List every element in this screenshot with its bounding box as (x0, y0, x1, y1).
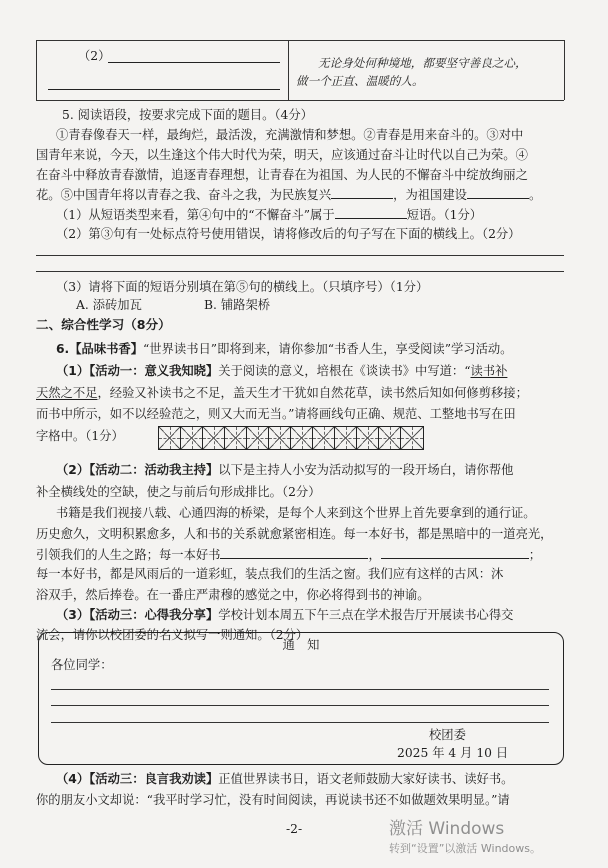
question-5-2: （2）第③句有一处标点符号使用错误，请将修改后的句子写在下面的横线上。（2分） (56, 227, 521, 241)
passage-line: 在奋斗中释放青春激情，追逐青春理想，让青春在为祖国、为人民的不懈奋斗中绽放绚丽之 (36, 168, 528, 182)
page-number: -2- (286, 822, 303, 836)
speech-line: 浴双手，然后捧卷。在一番庄严肃穆的感觉之中，你必将得到书的神谕。 (36, 588, 430, 602)
activity-1-text: 天然之不足，经验又补读书之不足，盖天生才干犹如自然花草，读书然后知如何修剪移接； (36, 386, 528, 400)
grid-cell[interactable] (291, 427, 313, 449)
option-a: A. 添砖加瓦 (76, 298, 142, 312)
notice-line[interactable] (51, 705, 549, 706)
activity-1-text: 字格中。（1分） (36, 429, 124, 443)
notice-line[interactable] (51, 689, 549, 690)
answer-blank[interactable] (108, 50, 280, 63)
grid-cell[interactable] (401, 427, 423, 449)
speech-line: 每一本好书，都是风雨后的一道彩虹，装点我们的生活之窗。我们应有这样的古风：沐 (36, 567, 504, 581)
activity-4: （4）【活动三：良言我劝读】正值世界读书日，语文老师鼓励大家好读书、读好书。 (56, 772, 514, 786)
table-row-label: （2） (78, 49, 111, 63)
activity-1: （1）【活动一：意义我知晓】关于阅读的意义，培根在《谈读书》中写道：“读书补 (56, 364, 508, 378)
speech-blank[interactable] (220, 546, 368, 559)
activity-3: （3）【活动三：心得我分享】学校计划本周五下午三点在学术报告厅开展读书心得交 (56, 608, 514, 622)
activity-2: （2）【活动二：活动我主持】以下是主持人小安为活动拟写的一段开场白，请你帮他 (56, 463, 514, 477)
sample-answer-line: 无论身处何种境地，都要坚守善良之心， (318, 56, 527, 70)
grid-cell[interactable] (269, 427, 291, 449)
grid-cell[interactable] (357, 427, 379, 449)
grid-cell[interactable] (225, 427, 247, 449)
activity-2-text: 补全横线处的空缺，使之与前后句形成排比。（2分） (36, 485, 321, 499)
passage-blank[interactable] (467, 186, 529, 199)
speech-line: 历史愈久，文明积累愈多，人和书的关系就愈紧密相连。每一本好书，都是黑暗中的一道亮光， (36, 527, 553, 541)
question-5-3: （3）请将下面的短语分别填在第⑤句的横线上。（只填序号）（1分） (56, 280, 429, 294)
notice-greeting: 各位同学： (51, 658, 113, 672)
notice-box (38, 632, 564, 765)
watermark-subtitle: 转到“设置”以激活 Windows。 (389, 842, 541, 855)
activity-4-text: 你的朋友小文却说：“我平时学习忙，没有时间阅读，再说读书还不如做题效果明显。”请 (36, 793, 510, 807)
grid-cell[interactable] (313, 427, 335, 449)
passage-line: 花。⑤中国青年将以青春之我、奋斗之我，为民族复兴 ，为祖国建设 。 (36, 188, 542, 202)
passage-line: 国青年来说，今天，以生逢这个伟大时代为荣，明天，应该通过奋斗让时代以自己为荣。④ (36, 148, 528, 162)
tianzige-grid[interactable] (158, 426, 424, 450)
activity-3-text: 流会，请你以校团委的名义拟写一则通知。（2分） (36, 628, 309, 642)
speech-line: 引领我们的人生之路；每一本好书 ， ； (36, 548, 542, 562)
passage-blank[interactable] (331, 186, 393, 199)
answer-blank[interactable] (48, 77, 280, 90)
speech-blank[interactable] (381, 546, 529, 559)
grid-cell[interactable] (181, 427, 203, 449)
activity-1-text: 而书中所示，如不以经验范之，则又大而无当。”请将画线句正确、规范、工整地书写在田 (36, 407, 516, 421)
question-5-1: （1）从短语类型来看，第④句中的“不懈奋斗”属于 短语。（1分） (56, 208, 483, 222)
answer-line[interactable] (36, 271, 564, 272)
question-6-intro: 6.【品味书香】“世界读书日”即将到来，请你参加“书香人生，享受阅读”学习活动。 (56, 342, 513, 356)
answer-line[interactable] (36, 255, 564, 256)
notice-signer: 校团委 (429, 728, 466, 742)
notice-date: 2025 年 4 月 10 日 (397, 746, 509, 760)
notice-title: 通 知 (282, 638, 320, 652)
section-heading: 二、综合性学习（8分） (36, 317, 171, 332)
grid-cell[interactable] (379, 427, 401, 449)
speech-line: 书籍是我们视接八载、心通四海的桥梁，是每个人来到这个世界上首先要拿到的通行证。 (56, 506, 536, 520)
grid-cell[interactable] (247, 427, 269, 449)
passage-line: ①青春像春天一样，最绚烂，最活泼，充满激情和梦想。②青春是用来奋斗的。③对中 (56, 128, 524, 142)
watermark-title: 激活 Windows (389, 819, 505, 839)
grid-cell[interactable] (203, 427, 225, 449)
answer-blank[interactable] (335, 206, 407, 219)
grid-cell[interactable] (335, 427, 357, 449)
question-5-title: 5. 阅读语段，按要求完成下面的题目。（4分） (62, 108, 313, 122)
option-b: B. 铺路架桥 (204, 298, 271, 312)
grid-cell[interactable] (159, 427, 181, 449)
sample-answer-line: 做一个正直、温暖的人。 (296, 74, 424, 88)
notice-line[interactable] (51, 722, 549, 723)
